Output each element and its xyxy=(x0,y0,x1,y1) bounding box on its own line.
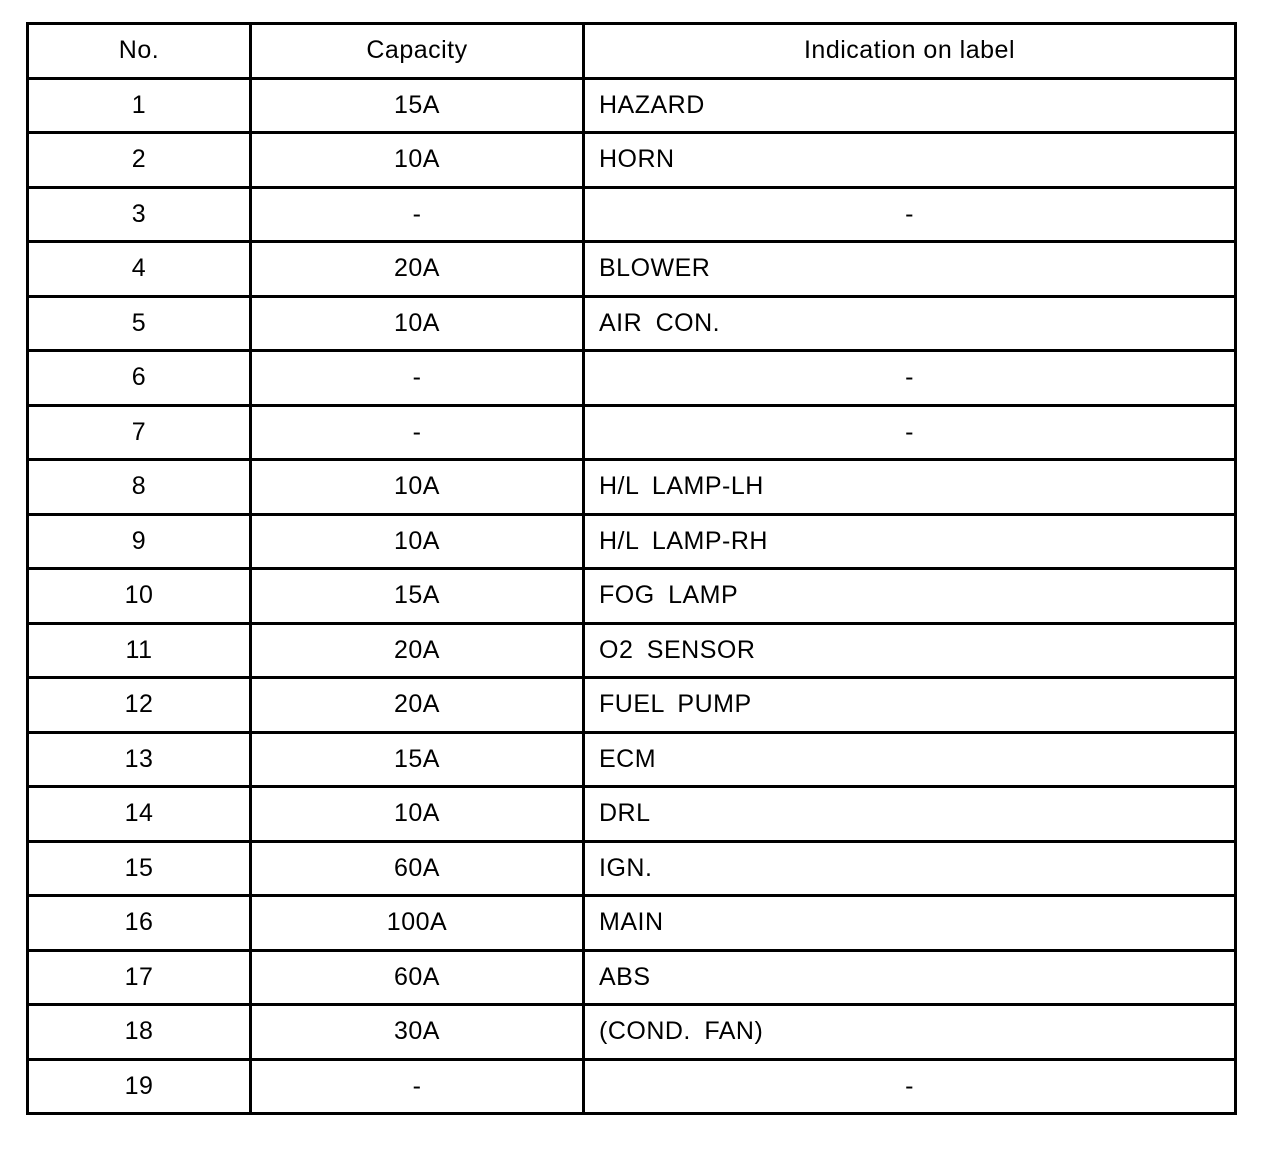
table-row xyxy=(28,133,1236,188)
fuse-capacity-cell: 10A xyxy=(251,514,584,569)
header-row xyxy=(28,24,1236,79)
table-row xyxy=(28,405,1236,460)
fuse-indication-cell: H/L LAMP-LH xyxy=(584,460,1236,515)
fuse-capacity-cell: - xyxy=(251,1059,584,1114)
table-row xyxy=(28,78,1236,133)
fuse-indication-cell: HORN xyxy=(584,133,1236,188)
column-header-no: No. xyxy=(28,24,251,79)
fuse-number-cell: 14 xyxy=(28,787,251,842)
fuse-indication-cell: IGN. xyxy=(584,841,1236,896)
fuse-number-cell: 9 xyxy=(28,514,251,569)
table-row xyxy=(28,514,1236,569)
fuse-indication-cell: FUEL PUMP xyxy=(584,678,1236,733)
fuse-indication-cell: - xyxy=(584,187,1236,242)
fuse-number-cell: 3 xyxy=(28,187,251,242)
table-row xyxy=(28,732,1236,787)
fuse-number-cell: 8 xyxy=(28,460,251,515)
fuse-indication-cell: AIR CON. xyxy=(584,296,1236,351)
fuse-number-cell: 10 xyxy=(28,569,251,624)
fuse-capacity-cell: - xyxy=(251,351,584,406)
fuse-capacity-cell: 20A xyxy=(251,678,584,733)
fuse-number-cell: 2 xyxy=(28,133,251,188)
fuse-indication-cell: O2 SENSOR xyxy=(584,623,1236,678)
table-row xyxy=(28,187,1236,242)
fuse-indication-cell: DRL xyxy=(584,787,1236,842)
fuse-number-cell: 12 xyxy=(28,678,251,733)
table-row xyxy=(28,787,1236,842)
fuse-number-cell: 13 xyxy=(28,732,251,787)
fuse-capacity-cell: 10A xyxy=(251,296,584,351)
fuse-capacity-cell: 15A xyxy=(251,569,584,624)
fuse-number-cell: 16 xyxy=(28,896,251,951)
table-row xyxy=(28,1059,1236,1114)
fuse-number-cell: 17 xyxy=(28,950,251,1005)
fuse-number-cell: 7 xyxy=(28,405,251,460)
fuse-capacity-cell: 15A xyxy=(251,78,584,133)
table-row xyxy=(28,896,1236,951)
fuse-capacity-cell: 10A xyxy=(251,787,584,842)
table-row xyxy=(28,950,1236,1005)
table-body xyxy=(28,78,1236,1114)
fuse-number-cell: 19 xyxy=(28,1059,251,1114)
fuse-number-cell: 11 xyxy=(28,623,251,678)
column-header-capacity: Capacity xyxy=(251,24,584,79)
fuse-indication-cell: - xyxy=(584,405,1236,460)
table-header xyxy=(28,24,1236,79)
fuse-indication-cell: HAZARD xyxy=(584,78,1236,133)
table-row xyxy=(28,569,1236,624)
fuse-indication-cell: - xyxy=(584,1059,1236,1114)
fuse-capacity-cell: 60A xyxy=(251,950,584,1005)
fuse-capacity-cell: 20A xyxy=(251,623,584,678)
fuse-capacity-cell: 60A xyxy=(251,841,584,896)
fuse-indication-cell: BLOWER xyxy=(584,242,1236,297)
fuse-indication-cell: FOG LAMP xyxy=(584,569,1236,624)
fuse-indication-cell: MAIN xyxy=(584,896,1236,951)
table-row xyxy=(28,623,1236,678)
fuse-indication-cell: ABS xyxy=(584,950,1236,1005)
fuse-capacity-cell: - xyxy=(251,405,584,460)
fuse-indication-cell: (COND. FAN) xyxy=(584,1005,1236,1060)
table-row xyxy=(28,1005,1236,1060)
fuse-capacity-cell: - xyxy=(251,187,584,242)
column-header-indication: Indication on label xyxy=(584,24,1236,79)
table-row xyxy=(28,351,1236,406)
table-row xyxy=(28,242,1236,297)
fuse-number-cell: 6 xyxy=(28,351,251,406)
fuse-number-cell: 15 xyxy=(28,841,251,896)
fuse-indication-cell: ECM xyxy=(584,732,1236,787)
table-row xyxy=(28,678,1236,733)
fuse-number-cell: 1 xyxy=(28,78,251,133)
fuse-capacity-cell: 30A xyxy=(251,1005,584,1060)
fuse-capacity-cell: 20A xyxy=(251,242,584,297)
fuse-indication-cell: H/L LAMP-RH xyxy=(584,514,1236,569)
table-row xyxy=(28,841,1236,896)
fuse-capacity-cell: 100A xyxy=(251,896,584,951)
fuse-number-cell: 18 xyxy=(28,1005,251,1060)
fuse-number-cell: 5 xyxy=(28,296,251,351)
fuse-capacity-cell: 15A xyxy=(251,732,584,787)
fuse-number-cell: 4 xyxy=(28,242,251,297)
table-row xyxy=(28,460,1236,515)
fuse-indication-cell: - xyxy=(584,351,1236,406)
fuse-capacity-cell: 10A xyxy=(251,133,584,188)
fuse-table xyxy=(26,22,1237,1115)
fuse-capacity-cell: 10A xyxy=(251,460,584,515)
table-row xyxy=(28,296,1236,351)
